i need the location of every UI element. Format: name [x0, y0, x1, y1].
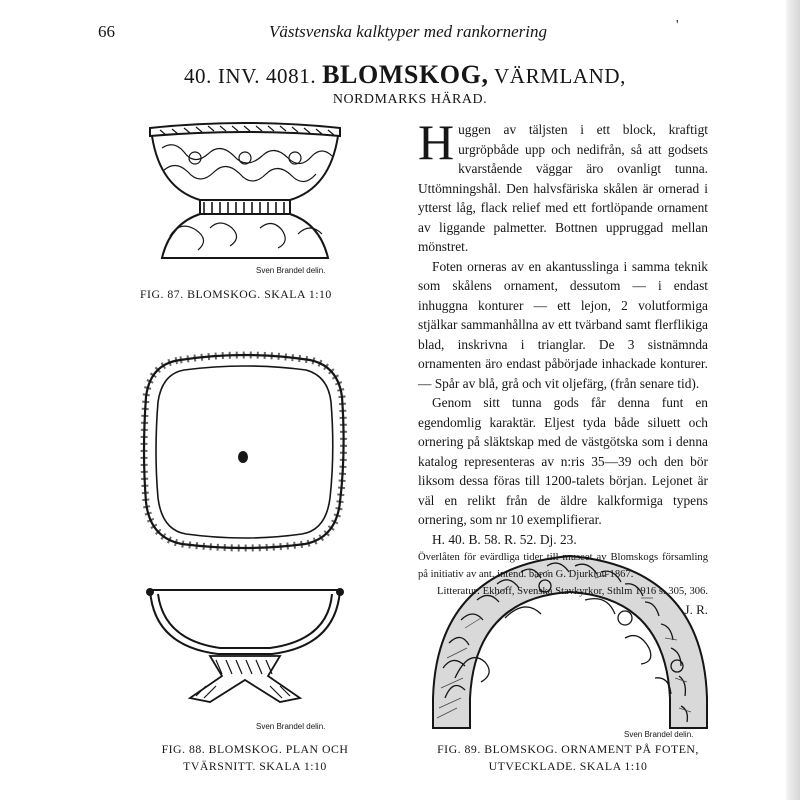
transfer-note: Överlåten för evärdliga tider till museet av Blomskogs församling på initiativ av ant. intend. baron G. Djurklou 1867.: [418, 552, 708, 580]
paragraph-2: Foten orneras av en akantusslinga i samma teknik som skålens ornament, dessutom — i endast inhuggna konturer — ett lejon, 2 volutformiga stjälkar sammanhållna av ett tvärband samt flerflikiga blad, inskrivna i trianglar. De 3 sistnämnda ornamenten äro endast påbörjade inhackade konturer. — Spår av blå, grå och vit oljefärg, (från senare tid).: [418, 258, 708, 391]
fig88-section-drawing: [140, 580, 350, 710]
fig87-drawing: [140, 118, 350, 268]
page-number: 66: [98, 22, 115, 41]
measurements: H. 40. B. 58. R. 52. Dj. 23.: [432, 531, 577, 547]
fig88-caption-line1: FIG. 88. BLOMSKOG. PLAN OCH: [161, 742, 349, 756]
entry-title: [140, 60, 670, 90]
margin-mark: ': [676, 18, 679, 33]
fig89-credit: Sven Brandel delin.: [624, 730, 694, 739]
fig87-credit: Sven Brandel delin.: [256, 266, 326, 275]
entry-subtitle: NORDMARKS HÄRAD.: [332, 92, 488, 107]
entry-text: [418, 114, 708, 620]
fig88-credit: Sven Brandel delin.: [256, 722, 326, 731]
fig89-caption-line2: UTVECKLADE. SKALA 1:10: [488, 759, 648, 773]
author-signature: J. R.: [684, 602, 708, 617]
entry-title-main: BLOMSKOG,: [322, 60, 489, 89]
running-title: Västsvenska kalktyper med rankornering: [268, 22, 548, 41]
fig89-caption-line1: FIG. 89. BLOMSKOG. ORNAMENT PÅ FOTEN,: [437, 742, 699, 756]
paragraph-3: Genom sitt tunna gods får denna funt en egendomlig karaktär. Eljest tyda både siluett och ornering på släktskap med de västgötska som i denna katalog representeras av n:ris 35—39 och den bör liksom dessa föras till 1200-talets början. Lejonet är väl en relikt från de äldre kalkformiga typens ornering, som nr 10 exemplifierar.: [418, 395, 708, 527]
paragraph-1-text: uggen av täljsten i ett block, kraftigt urgröpbåde upp och nedifrån, så att godsets kvarstående väggar äro ovanligt tunna. Uttömningshål. Den halvsfäriska skålen är ornerad i ytterst låg, flack relief med ett fortlöpande ornament av liggande palmetter. Bottnen uppruggad mellan mönstret.: [418, 122, 708, 254]
fig87-caption: FIG. 87. BLOMSKOG. SKALA 1:10: [140, 287, 332, 301]
fig88-plan-drawing: [140, 352, 350, 552]
page-edge-shadow: [786, 0, 800, 800]
paragraph-1: [418, 114, 708, 257]
entry-title-suffix: VÄRMLAND,: [494, 64, 627, 88]
fig88-caption-line2: TVÄRSNITT. SKALA 1:10: [183, 759, 327, 773]
drop-cap: H: [418, 114, 455, 170]
entry-title-prefix: 40. INV. 4081.: [183, 64, 317, 88]
literature-note: Litteratur: Ekhoff, Svenska Stavkyrkor, Sthlm 1916 s. 305, 306.: [437, 586, 708, 597]
